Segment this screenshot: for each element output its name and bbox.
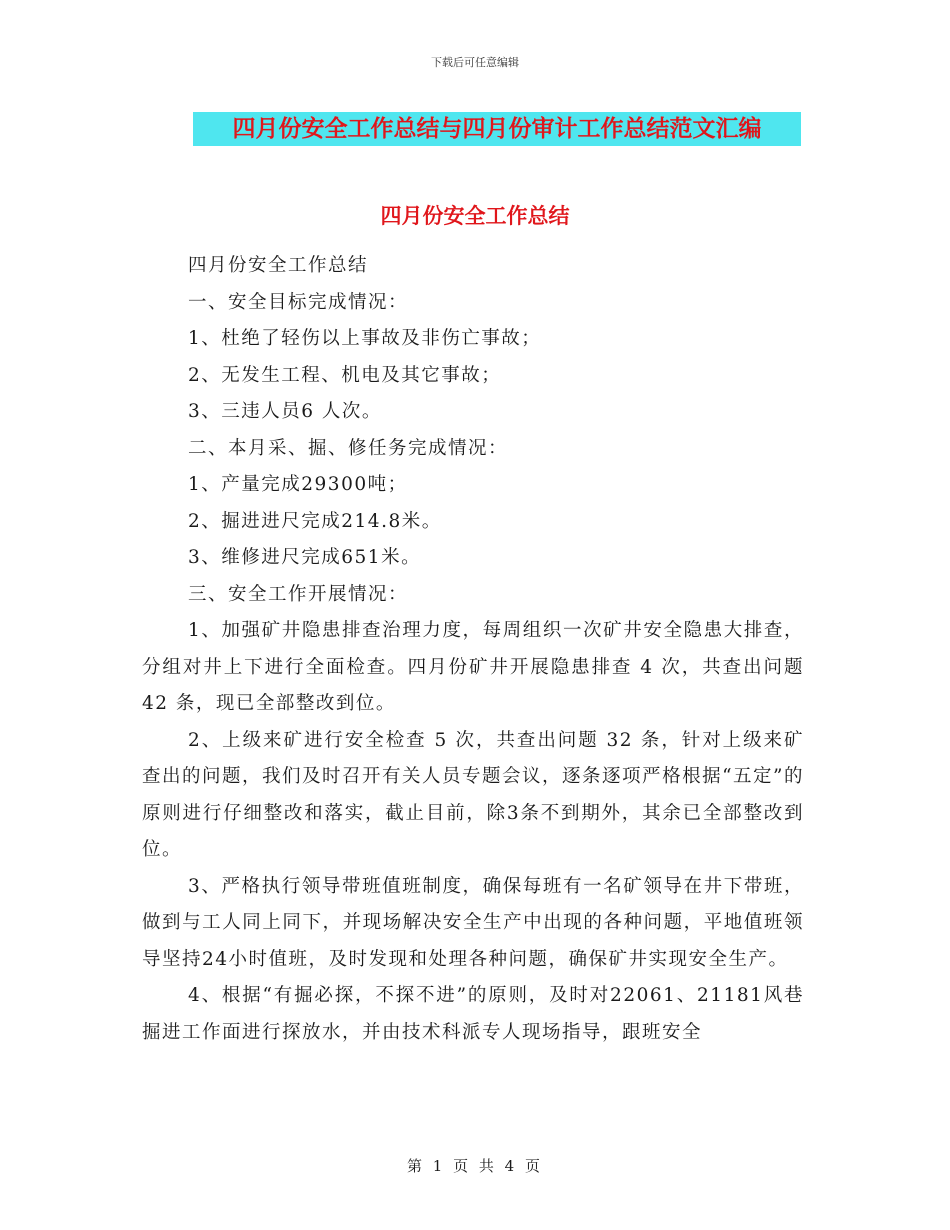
text-line: 2、掘进进尺完成214.8米。 [188, 510, 442, 532]
document-title: 四月份安全工作总结与四月份审计工作总结范文汇编 [232, 116, 762, 142]
text-line: 一、安全目标完成情况： [188, 291, 409, 313]
text-line: 3、三违人员6 人次。 [188, 401, 382, 422]
paragraph: 3、严格执行领导带班值班制度，确保每班有一名矿领导在井下带班，做到与工人同上同下，并现场解决安全生产中出现的各种问题，平地值班领导坚持24小时值班，及时发现和处理各种问题，确保矿井实现安全生产。 [142, 875, 804, 970]
document-title-highlight [193, 112, 801, 146]
header-note: 下载后可任意编辑 [431, 56, 519, 69]
text-line: 3、维修进尺完成651米。 [188, 547, 422, 568]
section-title: 四月份安全工作总结 [380, 204, 570, 228]
text-line: 2、无发生工程、机电及其它事故； [188, 364, 502, 386]
text-line: 三、安全工作开展情况： [188, 583, 409, 605]
text-line: 1、产量完成29300吨； [188, 474, 408, 495]
paragraph: 1、加强矿井隐患排查治理力度，每周组织一次矿井安全隐患大排查，分组对井上下进行全面检查。四月份矿井开展隐患排查 4 次，共查出问题42 条，现已全部整改到位。 [142, 620, 804, 714]
text-line: 1、杜绝了轻伤以上事故及非伤亡事故； [188, 328, 542, 349]
text-line: 四月份安全工作总结 [188, 255, 369, 276]
text-line: 二、本月采、掘、修任务完成情况： [188, 437, 509, 459]
paragraph: 4、根据“有掘必探，不探不进”的原则，及时对22061、21181风巷掘进工作面进行探放水，并由技术科派专人现场指导，跟班安全 [142, 985, 804, 1043]
page-footer: 第 1 页 共 4 页 [407, 1157, 543, 1175]
body-text [142, 248, 804, 1051]
paragraph: 2、上级来矿进行安全检查 5 次，共查出问题 32 条，针对上级来矿查出的问题，我们及时召开有关人员专题会议，逐条逐项严格根据“五定”的原则进行仔细整改和落实，截止目前，除3条不到期外，其余已全部整改到位。 [142, 729, 804, 860]
